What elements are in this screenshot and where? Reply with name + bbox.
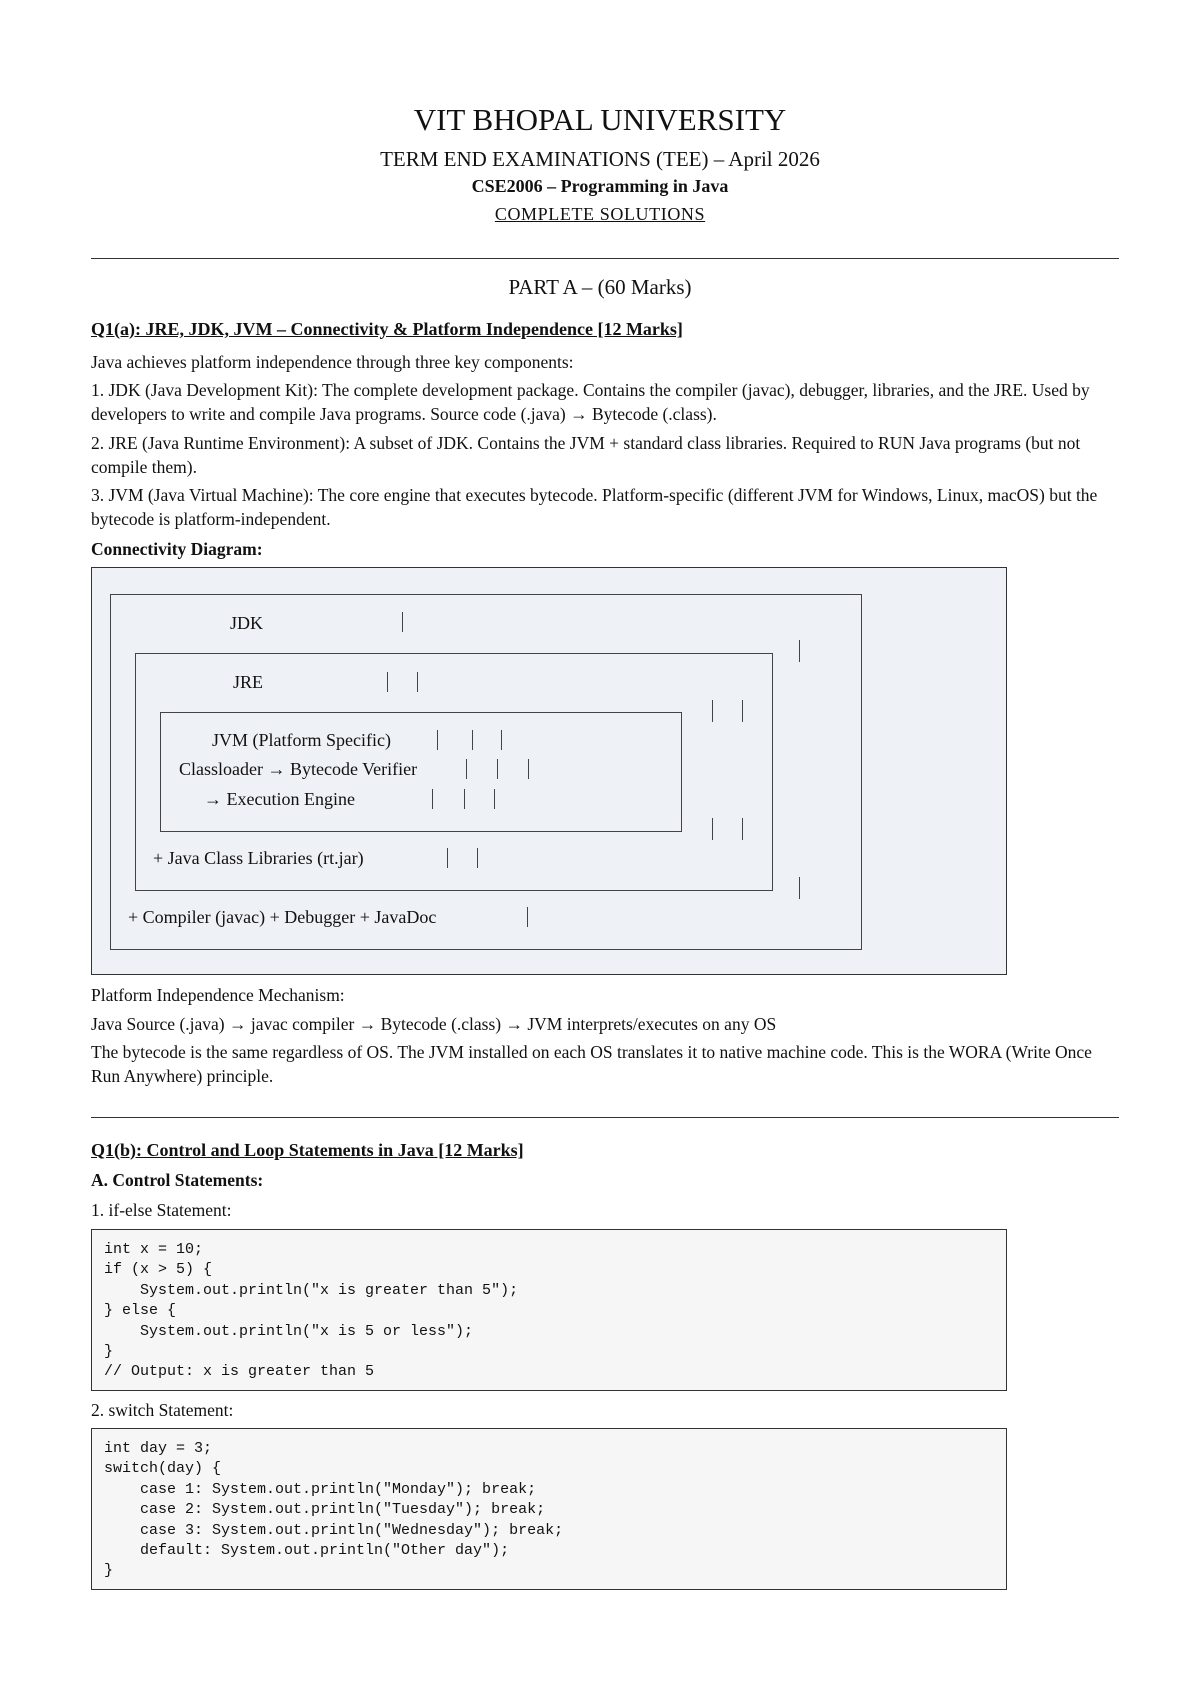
course-title: CSE2006 – Programming in Java	[471, 176, 729, 196]
border-bar	[477, 848, 478, 868]
part-a-title: PART A – (60 Marks)	[508, 275, 692, 299]
border-bar	[437, 730, 438, 750]
document-type: COMPLETE SOLUTIONS	[494, 204, 706, 224]
border-bar	[742, 700, 743, 722]
border-bar	[494, 789, 495, 809]
execution-engine-label: → Execution Engine	[204, 789, 355, 809]
jdk-tools-label: + Compiler (javac) + Debugger + JavaDoc	[128, 907, 437, 927]
border-bar	[387, 672, 388, 692]
border-bar	[528, 759, 529, 779]
border-bar	[464, 789, 465, 809]
q1a-point-jvm: 3. JVM (Java Virtual Machine): The core engine that executes bytecode. Platform-specific (different JVM for Windows, Linux, macOS) but the bytecode is platform-independent.	[91, 485, 1098, 529]
q1a-heading: Q1(a): JRE, JDK, JVM – Connectivity & Platform Independence [12 Marks]	[91, 319, 683, 339]
ifelse-code-block: int x = 10; if (x > 5) { System.out.println("x is greater than 5"); } else { System.out.println("x is 5 or less"); } // Output: x is greater than 5	[91, 1229, 1007, 1391]
switch-code-block: int day = 3; switch(day) { case 1: System.out.println("Monday"); break; case 2: System.out.println("Tuesday"); break; case 3: System.out.println("Wednesday"); break; default: System.out.println("Other day"); }	[91, 1428, 1007, 1590]
q1a-intro: Java achieves platform independence through three key components:	[91, 352, 574, 372]
border-bar	[417, 672, 418, 692]
border-bar	[432, 789, 433, 809]
classloader-label: Classloader → Bytecode Verifier	[179, 759, 418, 779]
mechanism-label: Platform Independence Mechanism:	[91, 985, 345, 1005]
connectivity-diagram	[91, 567, 1007, 975]
diagram-label: Connectivity Diagram:	[91, 539, 263, 559]
border-bar	[447, 848, 448, 868]
border-bar	[402, 612, 403, 632]
divider	[91, 1117, 1119, 1118]
border-bar	[466, 759, 467, 779]
border-bar	[742, 818, 743, 840]
switch-label: 2. switch Statement:	[91, 1400, 234, 1420]
border-bar	[472, 730, 473, 750]
q1b-heading: Q1(b): Control and Loop Statements in Java [12 Marks]	[91, 1140, 524, 1160]
border-bar	[799, 877, 800, 899]
university-title: VIT BHOPAL UNIVERSITY	[413, 102, 787, 137]
jvm-label: JVM (Platform Specific)	[212, 730, 391, 750]
border-bar	[712, 818, 713, 840]
exam-title: TERM END EXAMINATIONS (TEE) – April 2026	[380, 147, 820, 171]
border-bar	[501, 730, 502, 750]
jre-label: JRE	[233, 672, 264, 692]
q1a-point-jdk: 1. JDK (Java Development Kit): The complete development package. Contains the compiler (javac), debugger, libraries, and the JRE. Used by developers to write and compile Java programs. Source code (.java) → Bytecode (.class).	[91, 380, 1090, 424]
jdk-label: JDK	[230, 613, 264, 633]
border-bar	[497, 759, 498, 779]
border-bar	[527, 907, 528, 927]
divider	[91, 258, 1119, 259]
compilation-flow: Java Source (.java) → javac compiler → Bytecode (.class) → JVM interprets/executes on any OS	[91, 1014, 777, 1034]
control-statements-heading: A. Control Statements:	[91, 1170, 264, 1190]
border-bar	[712, 700, 713, 722]
border-bar	[799, 640, 800, 662]
class-libraries-label: + Java Class Libraries (rt.jar)	[153, 848, 364, 868]
wora-explanation: The bytecode is the same regardless of OS. The JVM installed on each OS translates it to native machine code. This is the WORA (Write Once Run Anywhere) principle.	[91, 1042, 1092, 1086]
q1a-point-jre: 2. JRE (Java Runtime Environment): A subset of JDK. Contains the JVM + standard class libraries. Required to RUN Java programs (but not compile them).	[91, 433, 1081, 477]
ifelse-label: 1. if-else Statement:	[91, 1200, 232, 1220]
